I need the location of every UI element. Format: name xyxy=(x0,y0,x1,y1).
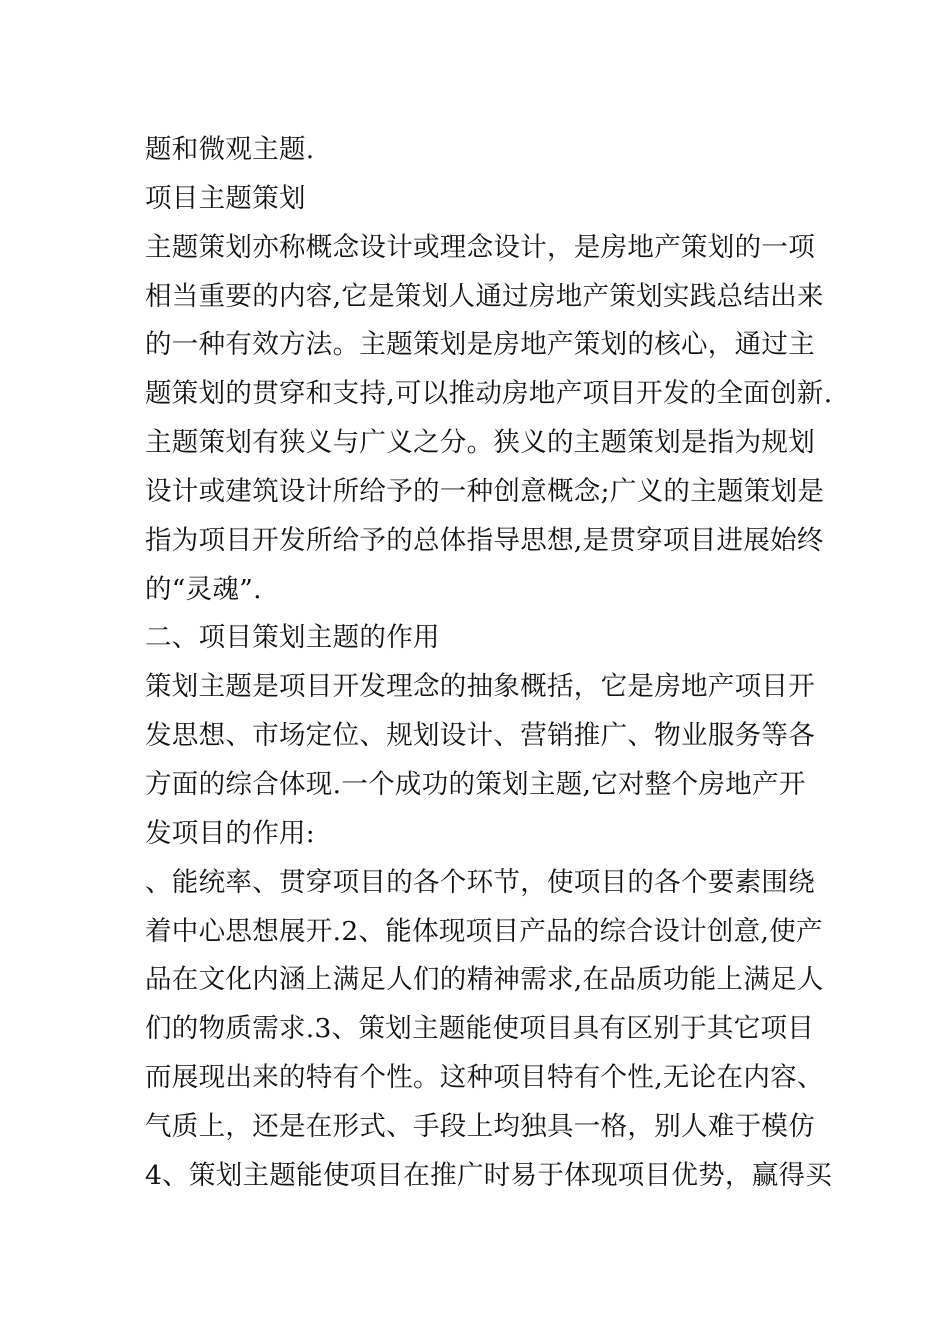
text-line: 发思想、市场定位、规划设计、营销推广、物业服务等各 xyxy=(145,720,815,752)
text-line: 题和微观主题. xyxy=(145,134,315,165)
text-line: 相当重要的内容,它是策划人通过房地产策划实践总结出来 xyxy=(145,280,824,312)
text-line: 设计或建筑设计所给予的一种创意概念;广义的主题策划是 xyxy=(145,475,825,507)
text-line: 气质上，还是在形式、手段上均独具一格，别人难于模仿 xyxy=(145,1110,815,1142)
text-line: 而展现出来的特有个性。这种项目特有个性,无论在内容、 xyxy=(145,1062,824,1094)
text-line: 指为项目开发所给予的总体指导思想,是贯穿项目进展始终 xyxy=(145,524,824,556)
text-line: 策划主题是项目开发理念的抽象概括，它是房地产项目开 xyxy=(145,671,815,703)
text-line: 着中心思想展开.2、能体现项目产品的综合设计创意,使产 xyxy=(145,915,823,947)
text-line: 的“灵魂”. xyxy=(145,573,262,605)
section-heading: 二、项目策划主题的作用 xyxy=(145,622,440,654)
section-heading: 项目主题策划 xyxy=(145,182,306,214)
text-line: 发项目的作用: xyxy=(145,817,316,849)
text-line: 主题策划有狭义与广义之分。狭义的主题策划是指为规划 xyxy=(145,427,815,459)
text-line: 主题策划亦称概念设计或理念设计，是房地产策划的一项 xyxy=(145,231,815,263)
text-line: 4、策划主题能使项目在推广时易于体现项目优势，赢得买 xyxy=(145,1159,833,1191)
text-line: 的一种有效方法。主题策划是房地产策划的核心，通过主 xyxy=(145,329,815,361)
text-line: 方面的综合体现.一个成功的策划主题,它对整个房地产开 xyxy=(145,768,806,800)
text-line: 、能统率、贯穿项目的各个环节，使项目的各个要素围绕 xyxy=(145,866,815,898)
text-line: 品在文化内涵上满足人们的精神需求,在品质功能上满足人 xyxy=(145,964,824,996)
text-line: 题策划的贯穿和支持,可以推动房地产项目开发的全面创新. xyxy=(145,378,833,410)
text-line: 们的物质需求.3、策划主题能使项目具有区别于其它项目 xyxy=(145,1013,815,1045)
body-text xyxy=(145,126,833,1201)
